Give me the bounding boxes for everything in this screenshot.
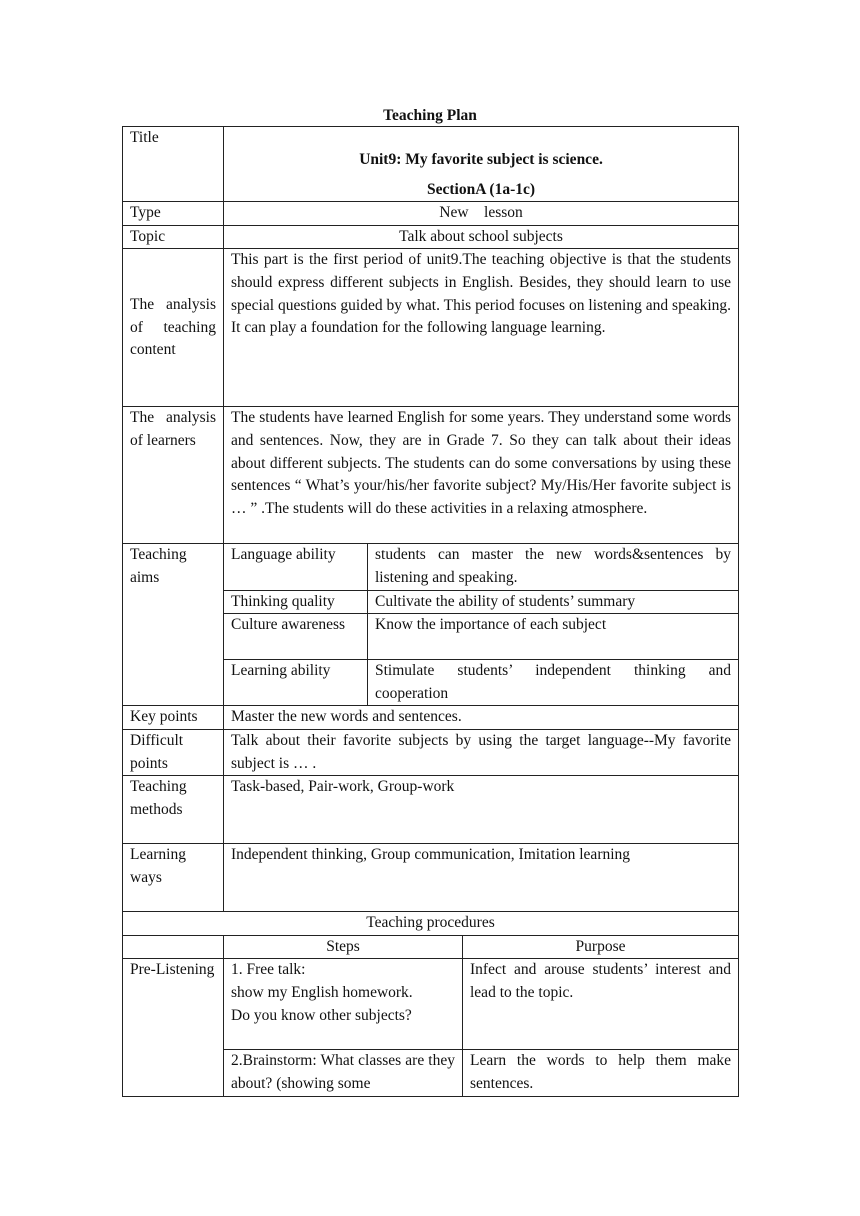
label-learning-ways: Learning ways xyxy=(123,844,224,912)
aim-desc: students can master the new words&sentences by listening and speaking. xyxy=(368,544,739,590)
aim-desc: Stimulate students’ independent thinking and cooperation xyxy=(368,660,739,706)
section-title: SectionA (1a-1c) xyxy=(426,180,536,198)
aim-name: Culture awareness xyxy=(224,614,368,660)
aim-desc: Cultivate the ability of students’ summary xyxy=(368,590,739,614)
row-teaching-methods xyxy=(123,776,739,844)
title-value xyxy=(224,127,739,202)
stage-header-empty xyxy=(123,935,224,959)
procedures-heading: Teaching procedures xyxy=(123,912,739,936)
step-2-text: 2.Brainstorm: What classes are they about? (showing some xyxy=(231,1052,455,1092)
aim-name: Language ability xyxy=(224,544,368,590)
label-key-points: Key points xyxy=(123,706,224,730)
learning-ways-value: Independent thinking, Group communication, Imitation learning xyxy=(224,844,739,912)
label-type: Type xyxy=(123,202,224,226)
teaching-methods-value: Task-based, Pair-work, Group-work xyxy=(224,776,739,844)
learners-value: The students have learned English for some years. They understand some words and sentences. Now, they are in Grade 7. So they can talk about their ideas about different subjects. The students can do some conversations by using these sentences “ What’s your/his/her favorite subject? My/His/Her favorite subject is … ” .The students will do these activities in a relaxing atmosphere. xyxy=(224,407,739,544)
topic-value: Talk about school subjects xyxy=(224,225,739,249)
row-step-1 xyxy=(123,959,739,1050)
teaching-plan-table xyxy=(122,126,739,1097)
document-title: Teaching Plan xyxy=(383,107,477,124)
row-type xyxy=(123,202,739,226)
row-teaching-content xyxy=(123,249,739,407)
step-2-purpose: Learn the words to help them make sentences. xyxy=(463,1050,739,1096)
unit-title: Unit9: My favorite subject is science. xyxy=(359,151,603,168)
step-1-line-2: show my English homework. xyxy=(231,983,413,1001)
row-procedures-heading xyxy=(123,912,739,936)
teaching-content-value: This part is the first period of unit9.The teaching objective is that the students should express different subjects in English. Besides, they should learn to use special questions guided by what. This period focuses on listening and speaking. It can play a foundation for the following language learning. xyxy=(224,249,739,407)
label-difficult-points: Difficult points xyxy=(123,729,224,775)
label-learners: The analysis of learners xyxy=(123,407,224,544)
stage-pre-listening: Pre-Listening xyxy=(123,959,224,1096)
row-learners xyxy=(123,407,739,544)
step-2 xyxy=(224,1050,463,1096)
step-1-line-1: 1. Free talk: xyxy=(231,961,306,979)
type-value: New lesson xyxy=(224,202,739,226)
step-1-line-3: Do you know other subjects? xyxy=(231,1006,412,1024)
key-points-value: Master the new words and sentences. xyxy=(224,706,739,730)
aim-name: Learning ability xyxy=(224,660,368,706)
label-title: Title xyxy=(123,127,224,202)
steps-header: Steps xyxy=(224,935,463,959)
purpose-header: Purpose xyxy=(463,935,739,959)
label-topic: Topic xyxy=(123,225,224,249)
row-procedures-header xyxy=(123,935,739,959)
row-topic xyxy=(123,225,739,249)
row-key-points xyxy=(123,706,739,730)
aim-name: Thinking quality xyxy=(224,590,368,614)
aim-desc: Know the importance of each subject xyxy=(368,614,739,660)
label-teaching-content: The analysis of teaching content xyxy=(123,249,224,407)
step-1 xyxy=(224,959,463,1050)
label-teaching-aims: Teaching aims xyxy=(123,544,224,706)
row-difficult-points xyxy=(123,729,739,775)
step-1-purpose: Infect and arouse students’ interest and lead to the topic. xyxy=(463,959,739,1050)
difficult-points-value: Talk about their favorite subjects by using the target language--My favorite subject is … . xyxy=(224,729,739,775)
row-title xyxy=(123,127,739,202)
row-aim-1 xyxy=(123,544,739,590)
row-learning-ways xyxy=(123,844,739,912)
label-teaching-methods: Teaching methods xyxy=(123,776,224,844)
